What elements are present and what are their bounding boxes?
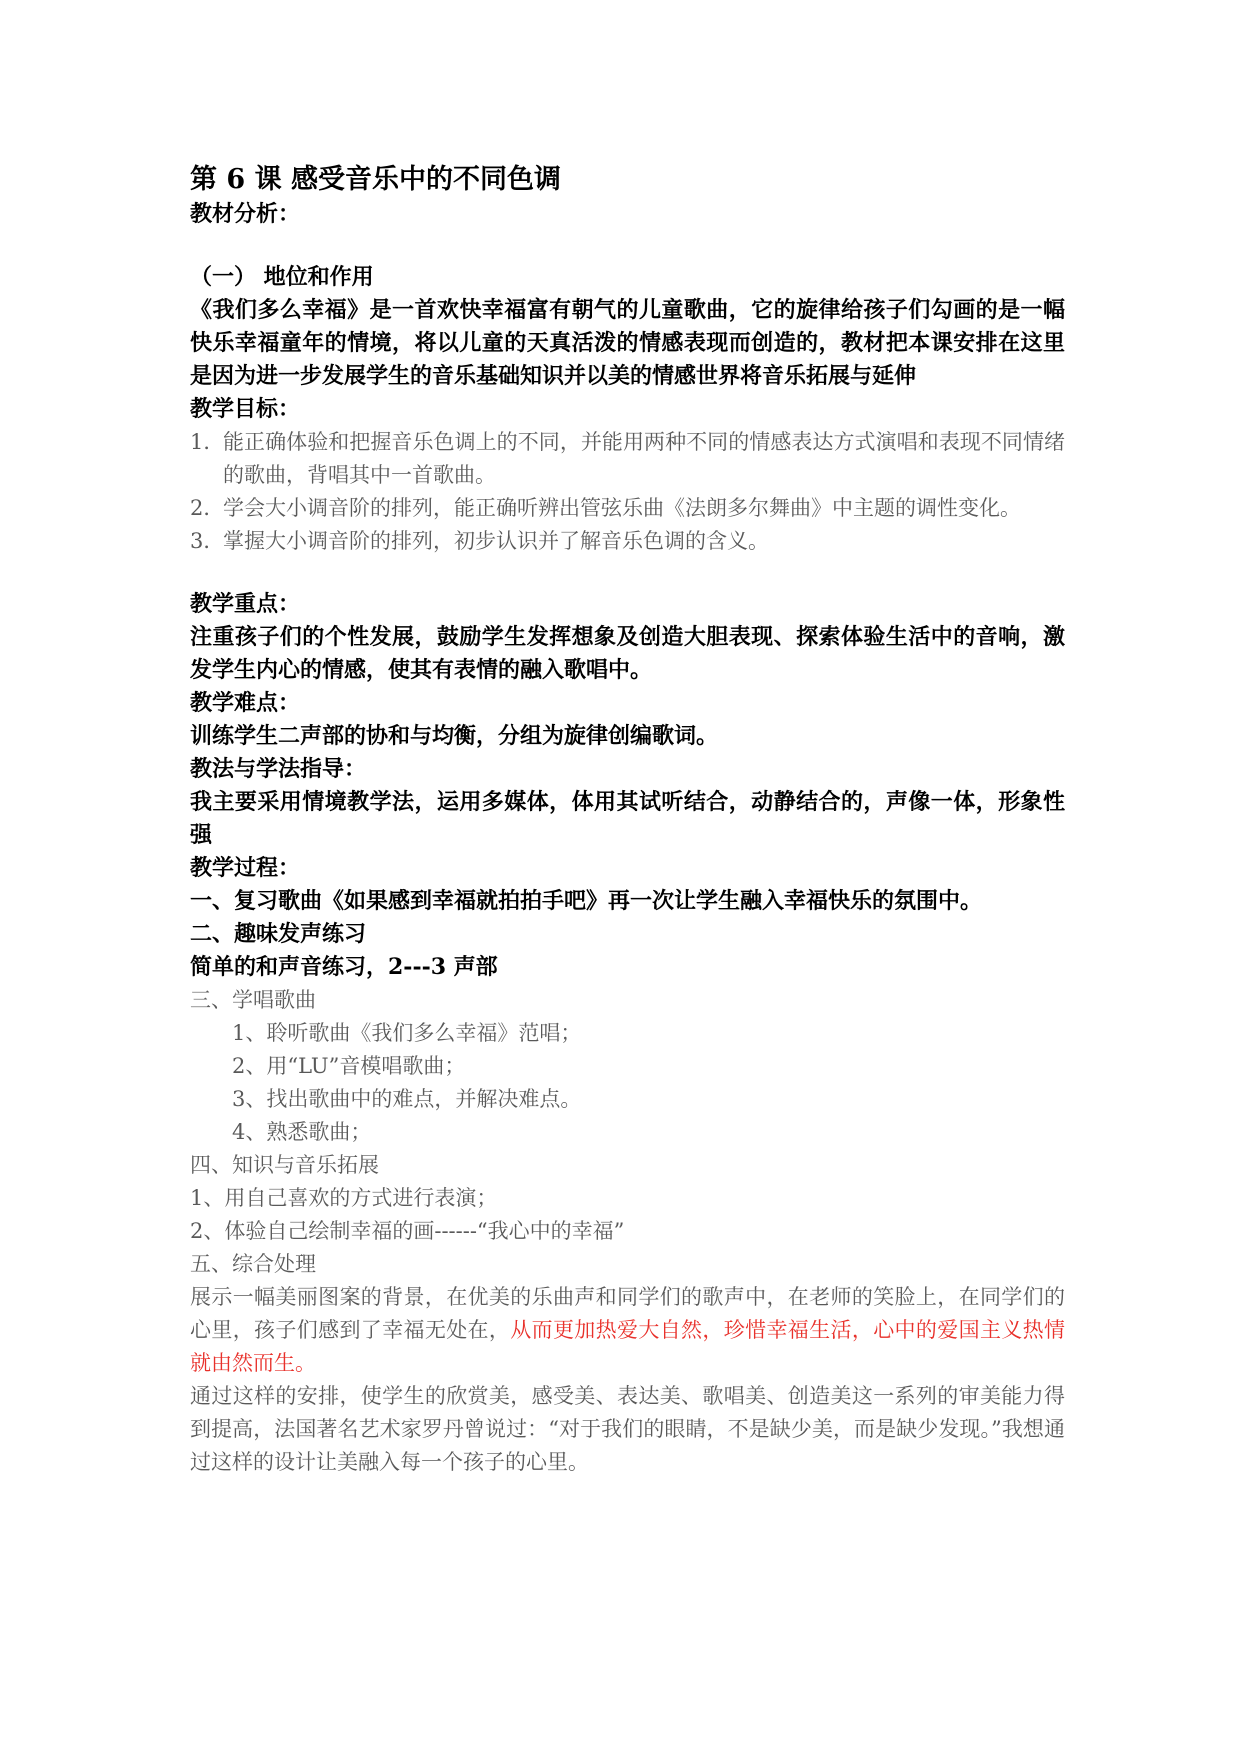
process-step-2: 二、趣味发声练习: [190, 921, 367, 947]
list-item: 2、用“LU”音模唱歌曲；: [232, 1054, 466, 1078]
objectives-heading: 教学目标：: [190, 396, 301, 422]
list-item: 2、体验自己绘制幸福的画------“我心中的幸福”: [190, 1219, 625, 1243]
step-5-paragraph: [190, 1281, 1065, 1380]
list-number: 2．: [190, 496, 225, 520]
list-item: [190, 525, 1065, 558]
subsection-heading-role: （一） 地位和作用: [190, 264, 374, 290]
process-heading: 教学过程：: [190, 855, 301, 881]
list-number: 3．: [190, 529, 225, 553]
document-body: [190, 162, 1065, 1479]
process-step-3: 三、学唱歌曲: [190, 988, 316, 1012]
objectives-list: [190, 426, 1065, 558]
process-step-4: 四、知识与音乐拓展: [190, 1153, 379, 1177]
list-item: 1、聆听歌曲《我们多么幸福》范唱；: [232, 1021, 582, 1045]
process-step-1: 一、复习歌曲《如果感到幸福就拍拍手吧》再一次让学生融入幸福快乐的氛围中。: [190, 888, 983, 914]
difficulty-text: 训练学生二声部的协和与均衡，分组为旋律创编歌词。: [190, 723, 719, 749]
process-step-2-detail: 简单的和声音练习，2---3 声部: [190, 954, 498, 980]
list-item: 1、用自己喜欢的方式进行表演；: [190, 1186, 498, 1210]
section-heading-analysis: 教材分析：: [190, 201, 301, 227]
key-points-heading: 教学重点：: [190, 591, 301, 617]
spacer: [190, 231, 1065, 261]
list-item: [190, 492, 1065, 525]
key-points-text: 注重孩子们的个性发展，鼓励学生发挥想象及创造大胆表现、探索体验生活中的音响，激发学生内心的情感，使其有表情的融入歌唱中。: [190, 624, 1065, 683]
method-text: 我主要采用情境教学法，运用多媒体，体用其试听结合，动静结合的，声像一体，形象性强: [190, 789, 1065, 848]
list-text: 学会大小调音阶的排列，能正确听辨出管弦乐曲《法朗多尔舞曲》中主题的调性变化。: [223, 496, 1021, 520]
list-text: 掌握大小调音阶的排列，初步认识并了解音乐色调的含义。: [223, 529, 769, 553]
spacer: [190, 558, 1065, 588]
list-item: 3、找出歌曲中的难点，并解决难点。: [232, 1087, 582, 1111]
step-5-highlight: 从而更加热爱大自然，珍惜幸福生活，心中的爱国主义热情就由然而生。: [190, 1318, 1065, 1375]
lesson-title: 第 6 课 感受音乐中的不同色调: [190, 164, 561, 195]
paragraph-role: 《我们多么幸福》是一首欢快幸福富有朝气的儿童歌曲，它的旋律给孩子们勾画的是一幅快乐幸福童年的情境，将以儿童的天真活泼的情感表现而创造的，教材把本课安排在这里是因为进一步发展学生的音乐基础知识并以美的情感世界将音乐拓展与延伸: [190, 297, 1065, 389]
step-5-text: 展示一幅美丽图案的背景，在优美的乐曲声和同学们的歌声中，在老师的笑脸上，在同学们的心里，孩子们感到了幸福无处在，: [190, 1285, 1065, 1342]
list-text: 能正确体验和把握音乐色调上的不同，并能用两种不同的情感表达方式演唱和表现不同情绪的歌曲，背唱其中一首歌曲。: [223, 430, 1065, 487]
process-step-5: 五、综合处理: [190, 1252, 316, 1276]
method-heading: 教法与学法指导：: [190, 756, 367, 782]
list-item: 4、熟悉歌曲；: [232, 1120, 372, 1144]
closing-paragraph: 通过这样的安排，使学生的欣赏美，感受美、表达美、歌唱美、创造美这一系列的审美能力得到提高，法国著名艺术家罗丹曾说过：“对于我们的眼睛，不是缺少美，而是缺少发现。”我想通过这样的设计让美融入每一个孩子的心里。: [190, 1384, 1065, 1474]
list-number: 1．: [190, 430, 225, 454]
difficulty-heading: 教学难点：: [190, 690, 301, 716]
list-item: [190, 426, 1065, 492]
